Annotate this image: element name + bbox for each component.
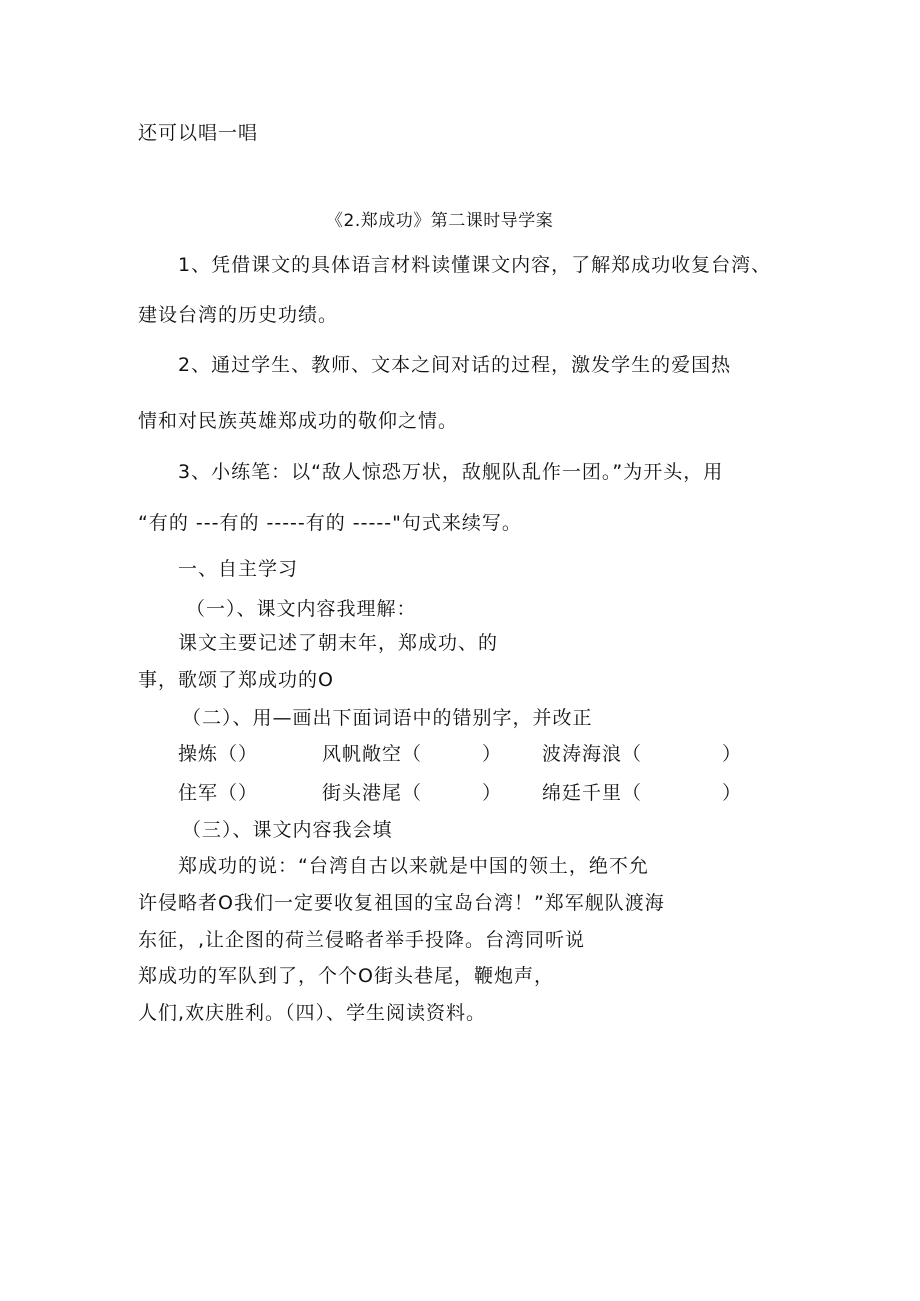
word-item: 风帆敞空（ ） [322, 743, 503, 765]
objective-3-line-1: 3、小练笔：以“敌人惊恐万状，敌舰队乱作一团。”为开头，用 [178, 461, 724, 483]
objective-1-line-2: 建设台湾的历史功绩。 [138, 304, 339, 326]
objective-2-line-1: 2、通过学生、教师、文本之间对话的过程，激发学生的爱国热 [178, 354, 732, 376]
fill-line-2: 许侵略者O我们一定要收复祖国的宝岛台湾！”郑军舰队渡海 [138, 892, 665, 914]
fill-line-4: 郑成功的军队到了，个个O街头巷尾，鞭炮声， [138, 965, 554, 987]
objective-3-line-2: “有的 ---有的 -----有的 -----"句式来续写。 [138, 512, 522, 534]
word-item: 操炼（） [178, 743, 259, 765]
part-2-heading: （二）、用—画出下面词语中的错别字，并改正 [182, 707, 593, 729]
word-item: 波涛海浪（ ） [542, 743, 743, 765]
fill-line-5: 人们,欢庆胜利。（四）、学生阅读资料。 [138, 1002, 487, 1024]
part-1-line-2: 事，歌颂了郑成功的O [138, 669, 334, 691]
objective-2-line-2: 情和对民族英雄郑成功的敬仰之情。 [138, 410, 459, 432]
top-fragment: 还可以唱一唱 [138, 122, 259, 144]
part-3-heading: （三）、课文内容我会填 [182, 819, 393, 841]
part-1-line-1: 课文主要记述了朝末年，郑成功、的 [178, 632, 499, 654]
word-item: 绵廷千里（ ） [542, 782, 743, 804]
fill-line-3: 东征，,让企图的荷兰侵略者举手投降。台湾同听说 [138, 929, 586, 951]
part-1-heading: （一）、课文内容我理解： [186, 598, 417, 620]
word-item: 街头港尾（ ） [322, 782, 503, 804]
word-item: 住军（） [178, 782, 259, 804]
page-title: 《2.郑成功》第二课时导学案 [326, 211, 554, 231]
section-1-heading: 一、自主学习 [178, 558, 299, 580]
objective-1-line-1: 1、凭借课文的具体语言材料读懂课文内容，了解郑成功收复台湾、 [178, 254, 772, 276]
fill-line-1: 郑成功的说：“台湾自古以来就是中国的领土，绝不允 [178, 855, 649, 877]
